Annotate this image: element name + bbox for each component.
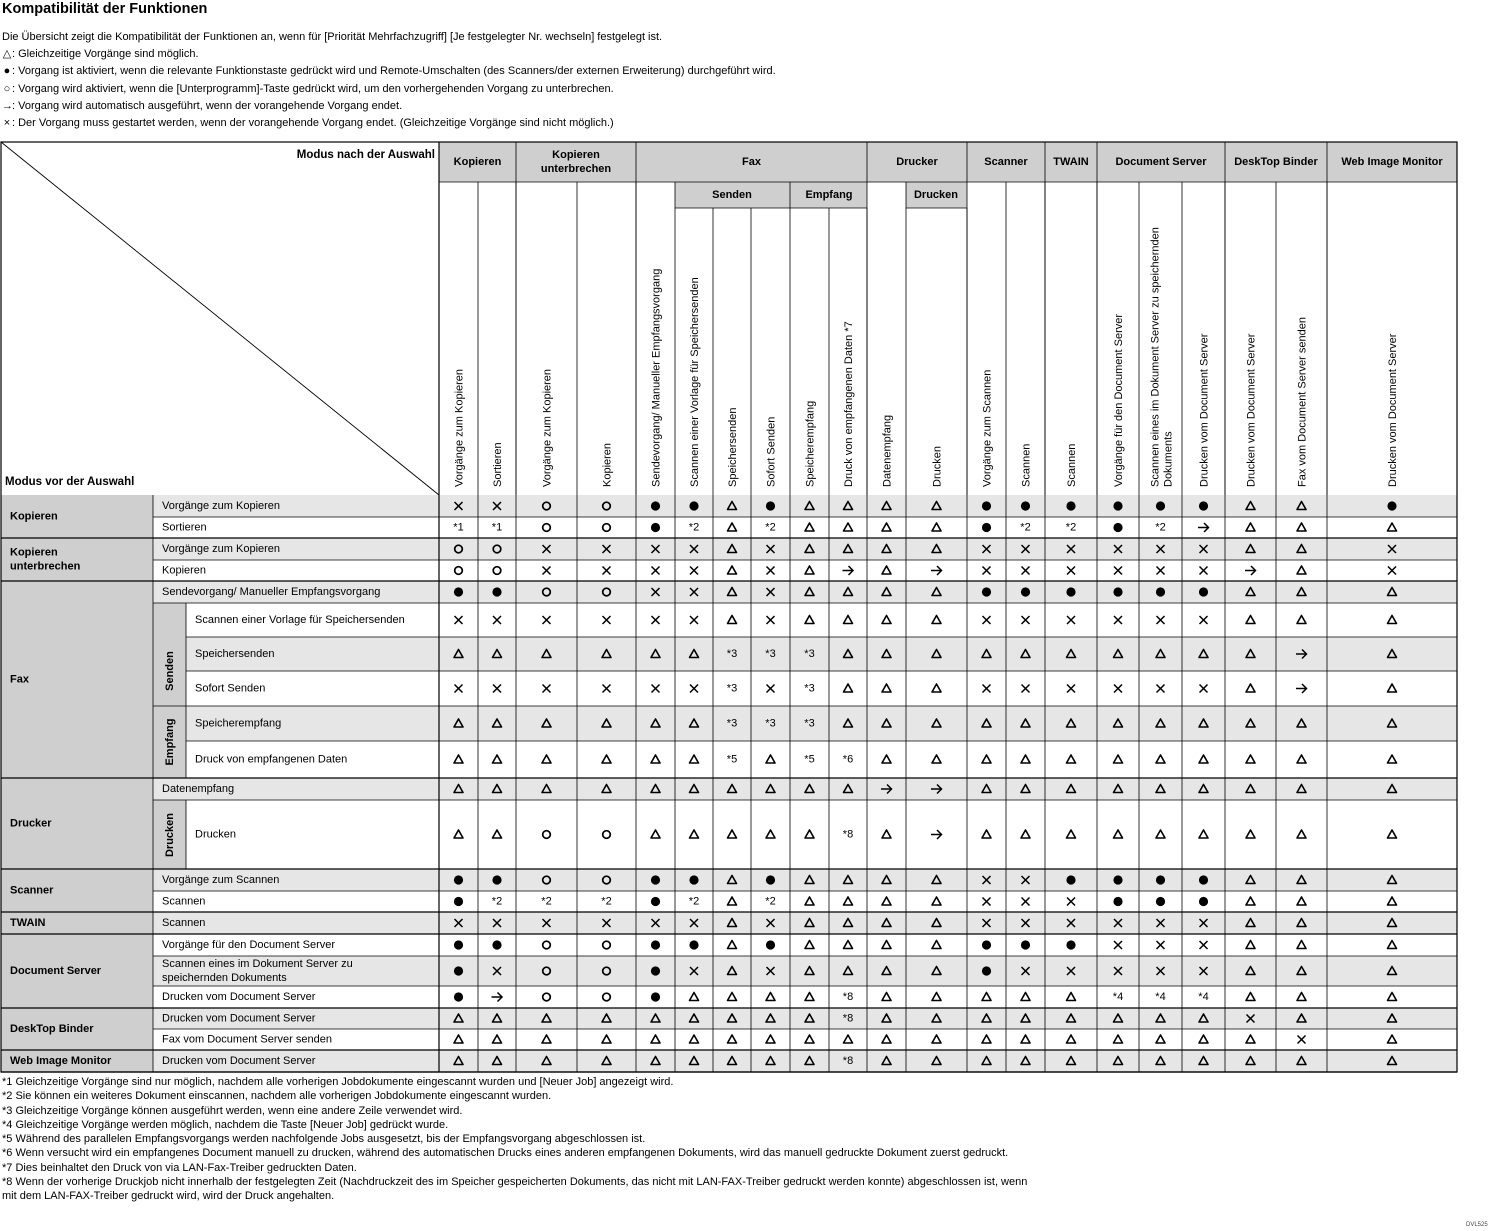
table-row-bg <box>153 912 1457 934</box>
filled-circle-icon <box>766 501 775 510</box>
row-label: Vorgänge zum Kopieren <box>162 543 281 555</box>
row-label: Scannen einer Vorlage für Speichersenden <box>195 614 405 626</box>
filled-circle-icon <box>1156 587 1165 596</box>
filled-circle-icon <box>454 992 463 1001</box>
footnote-ref: *3 <box>804 682 815 695</box>
filled-circle-icon <box>651 501 660 510</box>
triangle-icon: △ <box>2 48 12 61</box>
column-header: Drucken <box>931 446 944 487</box>
column-header: Speichersenden <box>727 407 739 487</box>
footnote-ref: *6 <box>842 753 854 766</box>
row-label: Druck von empfangenen Daten <box>195 753 348 766</box>
column-group-label: unterbrechen <box>540 163 612 175</box>
table-row-bg <box>153 800 1457 869</box>
footnote-ref: *4 <box>1112 991 1124 1003</box>
row-label: Vorgänge zum Scannen <box>162 874 280 886</box>
corner-after-label: Modus nach der Auswahl <box>296 149 435 161</box>
table-row-bg <box>153 934 1457 956</box>
footnote-ref: *3 <box>726 648 738 660</box>
filled-circle-icon <box>454 587 463 596</box>
arrow-right-icon: → <box>2 99 13 112</box>
footnote-ref: *3 <box>804 717 815 730</box>
column-header: Kopieren <box>601 442 614 487</box>
filled-circle-icon <box>651 875 660 884</box>
table-row-bg <box>153 1008 1457 1029</box>
footnote-ref: *2 <box>1020 521 1031 534</box>
column-header: Drucken vom Document Server <box>1245 333 1258 487</box>
table-row-bg <box>153 891 1457 912</box>
filled-circle-icon <box>1199 897 1208 906</box>
row-group-label: Fax <box>10 673 29 686</box>
row-group-label: DeskTop Binder <box>10 1023 94 1035</box>
table-row-bg <box>153 778 1457 800</box>
filled-circle-icon <box>689 875 698 884</box>
cross-icon: × <box>3 117 11 130</box>
column-header: Druck von empfangenen Daten *7 <box>843 321 855 487</box>
filled-circle-icon <box>454 966 463 975</box>
filled-circle-icon <box>651 940 660 949</box>
row-label: Fax vom Document Server senden <box>162 1033 332 1046</box>
footnote-ref: *2 <box>541 895 552 908</box>
legend-arrow: →: Vorgang wird automatisch ausgeführt, wenn der vorangehende Vorgang endet. <box>2 98 776 115</box>
column-header: Speicherempfang <box>804 400 817 487</box>
footnote-ref: *3 <box>804 648 815 660</box>
row-group-label: TWAIN <box>10 917 46 929</box>
filled-circle-icon <box>651 992 660 1001</box>
column-header: Drucken vom Document Server <box>1198 333 1211 487</box>
filled-circle-icon <box>1156 501 1165 510</box>
column-header: Dokuments <box>1162 431 1175 487</box>
column-header: Sortieren <box>492 442 504 487</box>
column-group-label: Drucker <box>896 156 938 168</box>
footnote: *8 Wenn der vorherige Druckjob nicht innerhalb der festgelegten Zeit (Nachdruckzeit des im Speicher gespeicherten Dokuments, das nicht mit LAN-FAX-Treiber gedruckt werden konnte) abgeschlossen ist, wenn <box>2 1176 1028 1189</box>
filled-circle-icon <box>982 966 991 975</box>
filled-circle-icon <box>1113 501 1122 510</box>
filled-circle-icon <box>1066 940 1075 949</box>
footnote: *3 Gleichzeitige Vorgänge können ausgeführt werden, wenn eine andere Zeile verwendet wird. <box>2 1104 463 1117</box>
footnote: *2 Sie können ein weiteres Dokument einscannen, nachdem alle vorherigen Jobdokumente eingescannt wurden. <box>2 1090 552 1103</box>
filled-circle-icon: ● <box>3 65 11 78</box>
row-subgroup-label: Drucken <box>164 812 176 858</box>
footnote-ref: *8 <box>842 1012 854 1025</box>
filled-circle-icon <box>1387 501 1396 510</box>
footnote: *7 Dies beinhaltet den Druck von via LAN-Fax-Treiber gedruckten Daten. <box>2 1161 357 1174</box>
filled-circle-icon <box>1021 940 1030 949</box>
footnote-ref: *2 <box>688 895 700 908</box>
column-group-label: DeskTop Binder <box>1234 156 1318 168</box>
table-row-bg <box>153 1029 1457 1050</box>
footnote-ref: *8 <box>842 1055 854 1067</box>
footnote-ref: *2 <box>601 895 612 908</box>
row-label: Kopieren <box>162 564 207 577</box>
footnote-ref: *2 <box>1155 521 1166 534</box>
legend-dot: ● : Vorgang ist aktiviert, wenn die relevante Funktionstaste gedrückt wird und Remote-Umschalten (des Scanners/der externen Erweiterung) durchgeführt wird. <box>2 63 776 80</box>
column-header: Fax vom Document Server senden <box>1296 317 1309 487</box>
filled-circle-icon <box>492 875 501 884</box>
row-label: Speichersenden <box>195 648 275 660</box>
column-header: Datenempfang <box>881 414 894 487</box>
column-header: Scannen einer Vorlage für Speichersenden <box>689 277 701 487</box>
filled-circle-icon <box>651 897 660 906</box>
column-header: Scannen <box>1066 443 1078 487</box>
row-group-label: Kopieren <box>10 546 58 559</box>
document-code: DVL525 <box>1466 1222 1488 1228</box>
legend-triangle: △: Gleichzeitige Vorgänge sind möglich. <box>2 46 776 63</box>
column-group-label: Kopieren <box>552 149 600 161</box>
row-label: Drucken vom Document Server <box>162 991 316 1003</box>
footnote-ref: *2 <box>1065 521 1077 534</box>
row-label: Scannen eines im Dokument Server zu <box>162 958 353 970</box>
footnote-ref: *8 <box>842 991 854 1003</box>
filled-circle-icon <box>492 587 501 596</box>
filled-circle-icon <box>454 940 463 949</box>
row-group-label: Drucker <box>10 817 52 830</box>
filled-circle-icon <box>982 587 991 596</box>
column-subgroup-label: Empfang <box>805 189 853 201</box>
filled-circle-icon <box>651 966 660 975</box>
column-subgroup-label: Drucken <box>913 189 959 201</box>
row-group-label: Kopieren <box>10 510 58 523</box>
row-group-label: unterbrechen <box>10 560 81 573</box>
footnote: *4 Gleichzeitige Vorgänge werden möglich, nachdem die Taste [Neuer Job] gedrückt wurde. <box>2 1118 449 1131</box>
open-circle-icon: ○ <box>3 82 11 95</box>
filled-circle-icon <box>982 523 991 532</box>
row-label: Vorgänge zum Kopieren <box>162 500 281 512</box>
row-group-label: Web Image Monitor <box>10 1055 112 1067</box>
filled-circle-icon <box>1199 587 1208 596</box>
filled-circle-icon <box>766 875 775 884</box>
footnote-ref: *5 <box>804 753 815 766</box>
row-label: Scannen <box>162 895 206 908</box>
table-row-bg <box>153 560 1457 581</box>
row-label: Speicherempfang <box>195 717 282 730</box>
filled-circle-icon <box>1156 875 1165 884</box>
row-group-label: Scanner <box>10 884 54 897</box>
column-header: Scannen eines im Dokument Server zu speichernden <box>1149 227 1162 487</box>
table-row-bg <box>153 869 1457 891</box>
column-header: Scannen <box>1020 443 1033 487</box>
filled-circle-icon <box>1199 501 1208 510</box>
footnote-ref: *1 <box>453 521 464 534</box>
column-header: Vorgänge zum Scannen <box>981 369 994 487</box>
footnote: *5 Während des parallelen Empfangsvorgangs werden nachfolgende Jobs ausgesetzt, bis der Empfangsvorgang abgeschlossen ist. <box>2 1133 646 1146</box>
filled-circle-icon <box>1199 875 1208 884</box>
column-group-label: Document Server <box>1115 156 1207 168</box>
row-label: Sendevorgang/ Manueller Empfangsvorgang <box>162 586 381 598</box>
filled-circle-icon <box>1156 897 1165 906</box>
filled-circle-icon <box>982 501 991 510</box>
filled-circle-icon <box>689 940 698 949</box>
row-group-label: Document Server <box>10 965 102 977</box>
footnote-ref: *2 <box>765 521 776 534</box>
row-label: Scannen <box>162 917 206 929</box>
filled-circle-icon <box>454 875 463 884</box>
column-header: Vorgänge zum Kopieren <box>541 368 554 487</box>
row-label: Vorgänge für den Document Server <box>162 939 336 951</box>
filled-circle-icon <box>1113 587 1122 596</box>
column-group-label: Web Image Monitor <box>1341 156 1443 168</box>
footnote-ref: *2 <box>765 895 776 908</box>
row-label: Sofort Senden <box>195 682 266 695</box>
row-label: Drucken <box>195 828 236 841</box>
footnotes <box>2 1075 1027 1204</box>
filled-circle-icon <box>1021 501 1030 510</box>
footnote-ref: *4 <box>1198 991 1209 1003</box>
row-subgroup-label: Senden <box>164 651 176 691</box>
column-header: Drucken vom Document Server <box>1387 333 1399 487</box>
footnote: *6 Wenn versucht wird ein empfangenes Document manuell zu drucken, während des automatischen Drucks eines anderen empfangenen Dokuments, wird das manuell gedruckte Dokument zuerst gedruckt. <box>2 1147 1009 1160</box>
footnote-ref: *4 <box>1155 991 1166 1003</box>
footnote-ref: *3 <box>726 682 738 695</box>
row-subgroup-label: Empfang <box>164 718 176 766</box>
row-label: Drucken vom Document Server <box>162 1055 316 1067</box>
filled-circle-icon <box>766 940 775 949</box>
column-header: Sofort Senden <box>765 416 778 487</box>
filled-circle-icon <box>1066 875 1075 884</box>
footnote-ref: *3 <box>726 717 738 730</box>
table-row-bg <box>153 1050 1457 1072</box>
filled-circle-icon <box>492 940 501 949</box>
filled-circle-icon <box>1021 587 1030 596</box>
row-label: Sortieren <box>162 521 207 534</box>
filled-circle-icon <box>1066 587 1075 596</box>
legend-cross: × : Der Vorgang muss gestartet werden, wenn der vorangehende Vorgang endet. (Gleichzeitige Vorgänge sind nicht möglich.) <box>2 115 776 132</box>
row-label: speichernden Dokuments <box>162 972 287 984</box>
row-label: Drucken vom Document Server <box>162 1012 316 1025</box>
filled-circle-icon <box>454 897 463 906</box>
footnote-ref: *1 <box>491 521 503 534</box>
column-header: Vorgänge zum Kopieren <box>453 368 466 487</box>
footnote-ref: *2 <box>491 895 503 908</box>
column-group-label: Fax <box>742 156 761 168</box>
filled-circle-icon <box>689 501 698 510</box>
footnote: *1 Gleichzeitige Vorgänge sind nur möglich, nachdem alle vorherigen Jobdokumente eingescannt wurden und [Neuer Job] angezeigt wird. <box>2 1076 674 1088</box>
filled-circle-icon <box>1113 897 1122 906</box>
footnote-ref: *8 <box>842 828 854 841</box>
table-row-bg <box>153 517 1457 538</box>
column-group-label: Scanner <box>984 156 1028 168</box>
footnote: mit dem LAN-FAX-Treiber gedruckt wird, wird der Druck angehalten. <box>2 1190 335 1203</box>
filled-circle-icon <box>982 940 991 949</box>
row-label: Datenempfang <box>162 783 235 795</box>
legend-circle: ○ : Vorgang wird aktiviert, wenn die [Unterprogramm]-Taste gedrückt wird, um den vorhergehenden Vorgang zu unterbrechen. <box>2 81 776 98</box>
footnote-ref: *3 <box>765 648 776 660</box>
column-header: Sendevorgang/ Manueller Empfangsvorgang <box>650 268 663 487</box>
column-group-label: TWAIN <box>1053 156 1089 168</box>
footnote-ref: *3 <box>765 717 776 730</box>
table-row-bg <box>153 495 1457 517</box>
corner-before-label: Modus vor der Auswahl <box>5 476 135 488</box>
intro-text: Die Übersicht zeigt die Kompatibilität der Funktionen an, wenn für [Priorität Mehrfachzugriff] [Je festgelegter Nr. wechseln] festgelegt ist. <box>2 31 663 43</box>
table-row-bg <box>153 538 1457 560</box>
page-title: Kompatibilität der Funktionen <box>2 1 208 17</box>
filled-circle-icon <box>1113 875 1122 884</box>
filled-circle-icon <box>651 523 660 532</box>
filled-circle-icon <box>1066 501 1075 510</box>
column-subgroup-label: Senden <box>712 189 752 201</box>
footnote-ref: *5 <box>726 753 738 766</box>
filled-circle-icon <box>1113 523 1122 532</box>
column-group-label: Kopieren <box>453 156 502 168</box>
table-row-bg <box>153 986 1457 1008</box>
column-header: Vorgänge für den Document Server <box>1113 313 1125 487</box>
footnote-ref: *2 <box>688 521 700 534</box>
